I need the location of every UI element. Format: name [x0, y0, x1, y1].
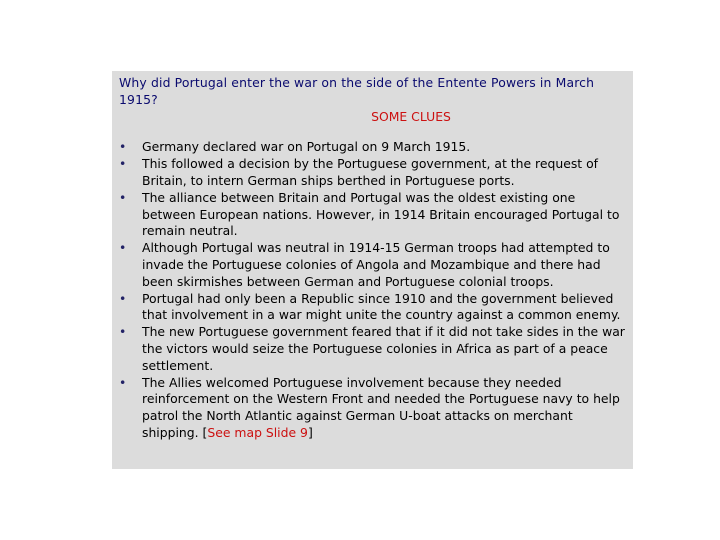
list-item [119, 139, 627, 156]
clue-text: This followed a decision by the Portuguese government, at the request of Britain, to intern German ships berthed in Portuguese ports. [142, 156, 599, 188]
clue-list [119, 139, 627, 441]
clue-text: The new Portuguese government feared that if it did not take sides in the war the victors would seize the Portuguese colonies in Africa as part of a peace settlement. [142, 324, 625, 373]
bullet-icon: • [119, 189, 127, 205]
clue-box [112, 71, 633, 469]
question-text: Why did Portugal enter the war on the side of the Entente Powers in March 1915? [119, 75, 595, 107]
list-item [119, 240, 627, 290]
clue-text: Portugal had only been a Republic since 1910 and the government believed that involvement in a war might unite the country against a common enemy. [142, 290, 621, 323]
bullet-icon: • [119, 156, 127, 172]
clue-text: The alliance between Britain and Portugal was the oldest existing one between European nations. However, in 1914 Britain encouraged Portugal to remain neutral. [142, 189, 620, 239]
list-item [119, 324, 627, 374]
list-item [119, 156, 627, 190]
bracket-close: ] [307, 424, 313, 440]
list-item [119, 375, 627, 442]
bullet-icon: • [119, 374, 127, 390]
bullet-icon: • [119, 139, 127, 155]
clue-text: The Allies welcomed Portuguese involvement because they needed reinforcement on the Western Front and needed the Portuguese navy to help patrol the North Atlantic against German U-boat attacks on merchant shipping. [ [142, 374, 620, 440]
clue-text: Germany declared war on Portugal on 9 March 1915. [142, 139, 471, 155]
bullet-icon: • [119, 240, 127, 256]
clues-heading: SOME CLUES [371, 108, 451, 124]
list-item [119, 291, 627, 325]
see-map-slide-link[interactable]: See map Slide 9 [207, 424, 308, 440]
clue-text: Although Portugal was neutral in 1914-15 German troops had attempted to invade the Portuguese colonies of Angola and Mozambique and there had been skirmishes between German and Portuguese colonial troops. [142, 240, 610, 289]
list-item [119, 190, 627, 240]
bullet-icon: • [119, 290, 127, 306]
bullet-icon: • [119, 324, 127, 340]
